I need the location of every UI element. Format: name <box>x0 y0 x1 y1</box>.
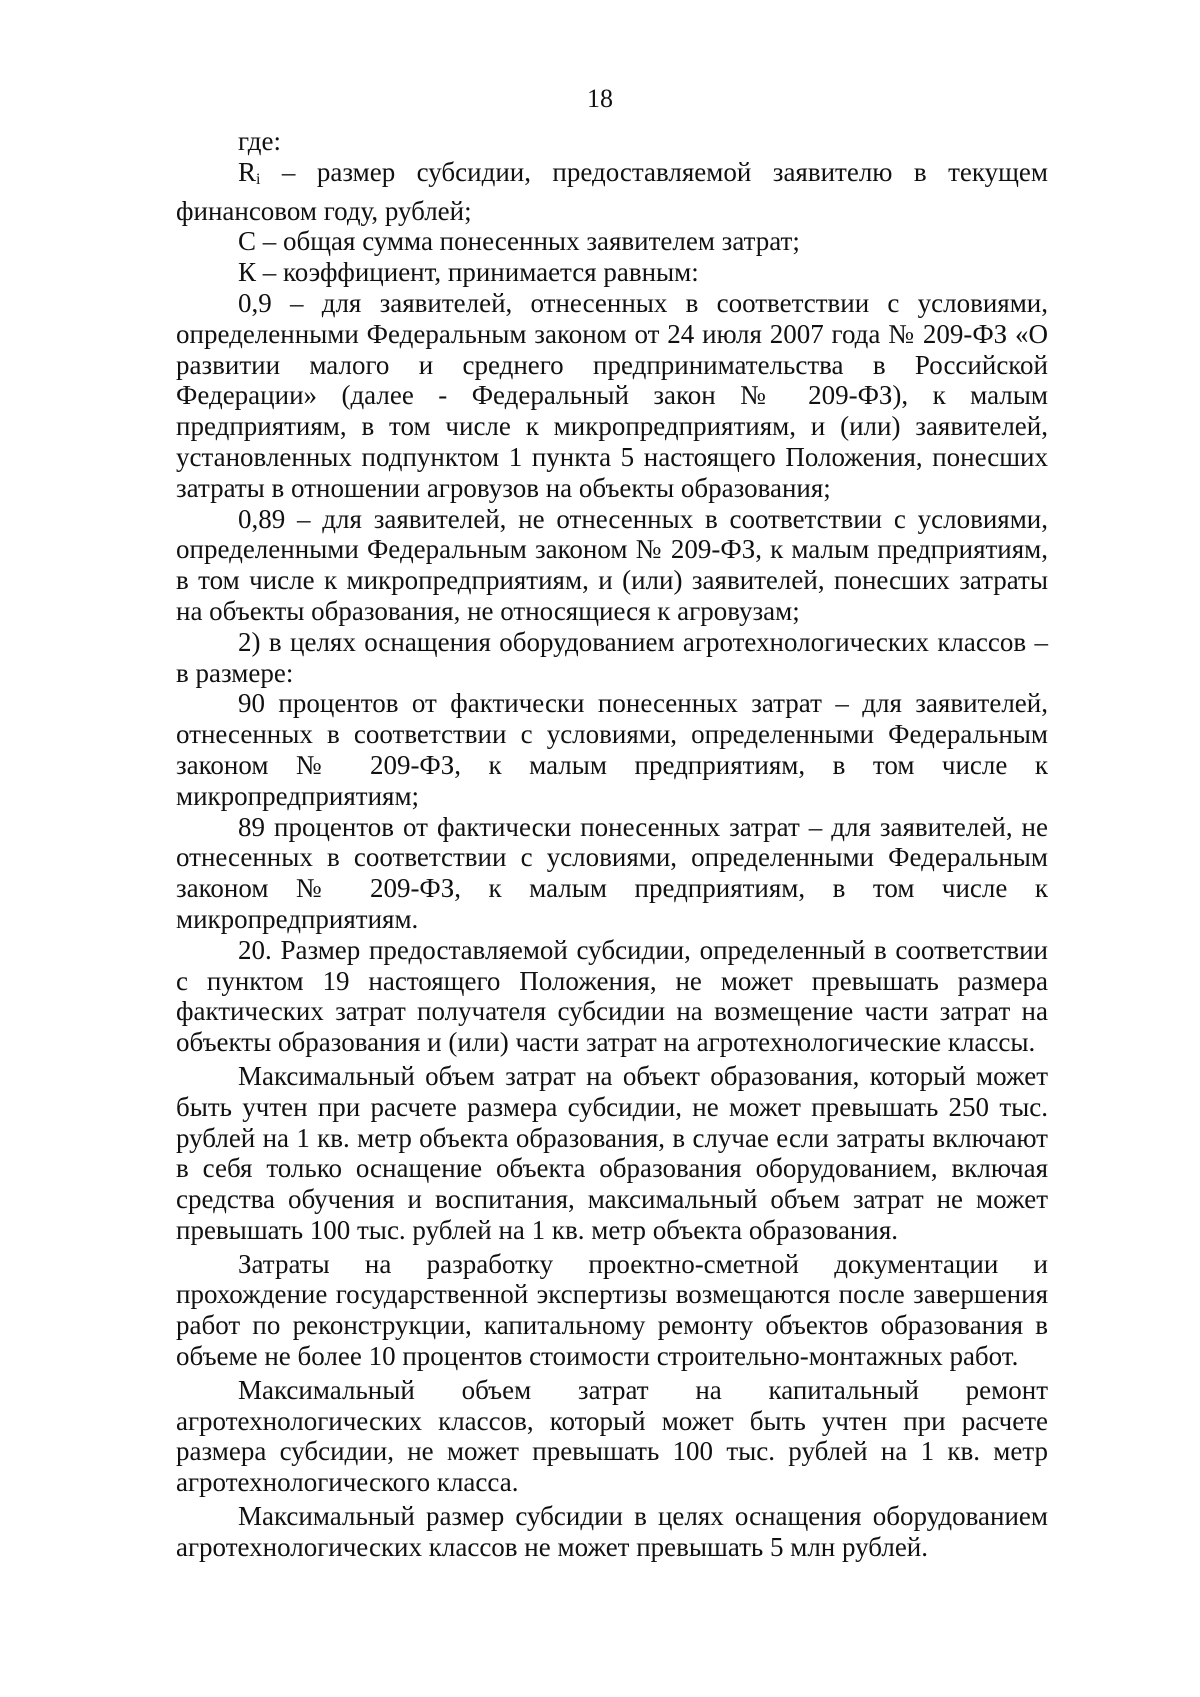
paragraph-max-education-costs: Максимальный объем затрат на объект образования, который может быть учтен при расчете размера субсидии, не может превышать 250 тыс. рублей на 1 кв. метр объекта образования, в случае если затраты включают в себя только оснащение объекта образования оборудованием, включая средства обучения и воспитания, максимальный объем затрат не может превышать 100 тыс. рублей на 1 кв. метр объекта образования. <box>176 1060 1048 1245</box>
ri-symbol: R <box>238 156 257 187</box>
document-body <box>176 126 1048 1563</box>
paragraph-coefficient-0-9: 0,9 – для заявителей, отнесенных в соответствии с условиями, определенными Федеральным законом от 24 июля 2007 года № 209-ФЗ «О развитии малого и среднего предпринимательства в Российской Федерации» (далее - Федеральный закон № 209-ФЗ), к малым предприятиям, в том числе к микропредприятиям, и (или) заявителей, установленных подпунктом 1 пункта 5 настоящего Положения, понесших затраты в отношении агровузов на объекты образования; <box>176 287 1048 503</box>
paragraph-ri-definition <box>176 157 1048 227</box>
paragraph-max-equipment-subsidy: Максимальный размер субсидии в целях оснащения оборудованием агротехнологических классов не может превышать 5 млн рублей. <box>176 1501 1048 1562</box>
page-number: 18 <box>587 84 613 113</box>
paragraph-where: где: <box>238 126 281 156</box>
paragraph-k-definition: К – коэффициент, принимается равным: <box>238 257 699 288</box>
ri-definition-text: – размер субсидии, предоставляемой заявителю в текущем финансовом году, рублей; <box>176 156 1048 226</box>
paragraph-design-documentation: Затраты на разработку проектно-сметной документации и прохождение государственной экспертизы возмещаются после завершения работ по реконструкции, капитальному ремонту объектов образования в объеме не более 10 процентов стоимости строительно-монтажных работ. <box>176 1248 1048 1372</box>
paragraph-point-20: 20. Размер предоставляемой субсидии, определенный в соответствии с пунктом 19 настоящего Положения, не может превышать размера фактических затрат получателя субсидии на возмещение части затрат на объекты образования и (или) части затрат на агротехнологические классы. <box>176 934 1048 1058</box>
ri-subscript: i <box>256 170 261 188</box>
paragraph-coefficient-0-89: 0,89 – для заявителей, не отнесенных в соответствии с условиями, определенными Федеральным законом № 209-ФЗ, к малым предприятиям, в том числе к микропредприятиям, и (или) заявителей, понесших затраты на объекты образования, не относящиеся к агровузам; <box>176 503 1048 626</box>
paragraph-item-2: 2) в целях оснащения оборудованием агротехнологических классов – в размере: <box>176 626 1048 688</box>
paragraph-89-percent: 89 процентов от фактически понесенных затрат – для заявителей, не отнесенных в соответствии с условиями, определенными Федеральным законом № 209-ФЗ, к малым предприятиям, в том числе к микропредприятиям. <box>176 811 1048 934</box>
paragraph-90-percent: 90 процентов от фактически понесенных затрат – для заявителей, отнесенных в соответствии с условиями, определенными Федеральным законом № 209-ФЗ, к малым предприятиям, в том числе к микропредприятиям; <box>176 688 1048 811</box>
paragraph-max-repair-costs: Максимальный объем затрат на капитальный ремонт агротехнологических классов, который может быть учтен при расчете размера субсидии, не может превышать 100 тыс. рублей на 1 кв. метр агротехнологического класса. <box>176 1374 1048 1498</box>
paragraph-c-definition: С – общая сумма понесенных заявителем затрат; <box>238 226 800 257</box>
